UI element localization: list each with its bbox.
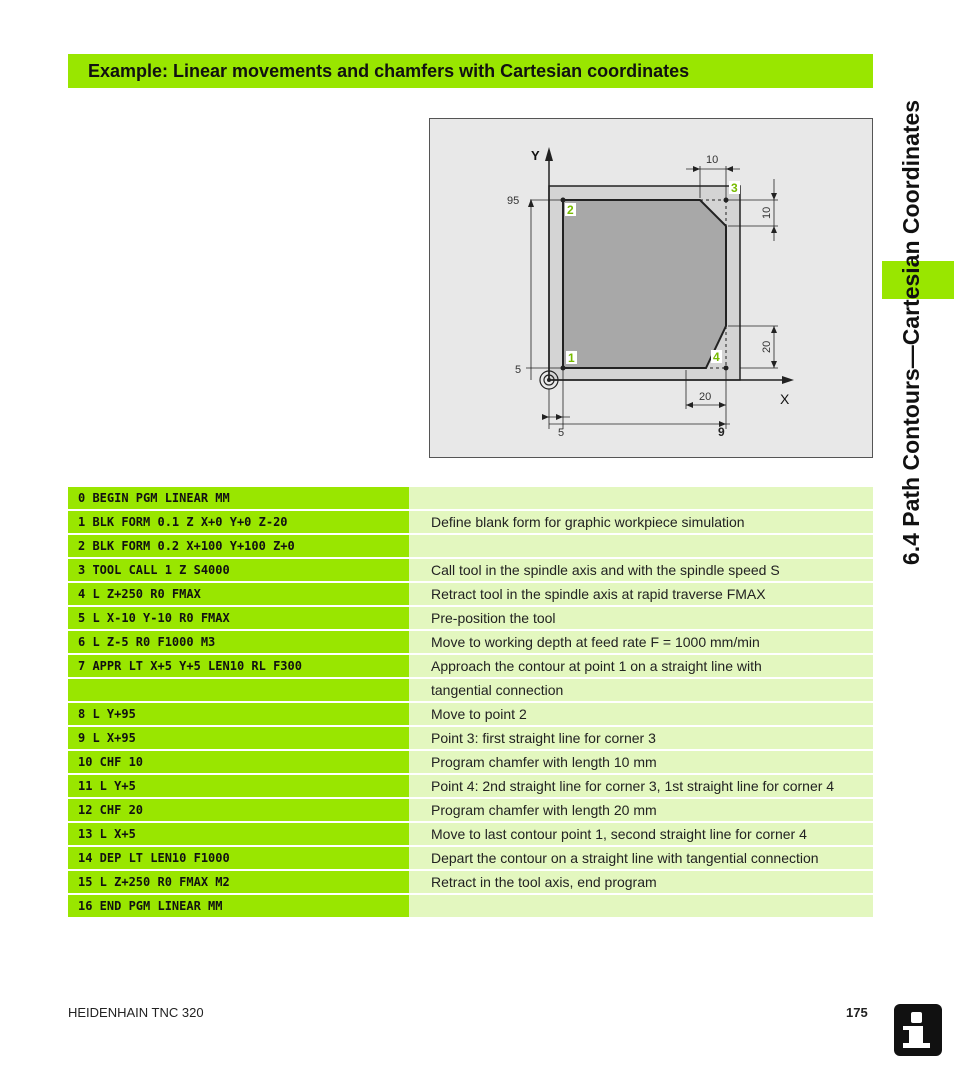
program-code: 7 APPR LT X+5 Y+5 LEN10 RL F300 <box>68 655 409 677</box>
program-code: 10 CHF 10 <box>68 751 409 773</box>
contour-drawing <box>430 119 872 457</box>
point-3-marker <box>724 198 729 203</box>
program-row <box>68 703 873 725</box>
point-1-marker <box>561 366 566 371</box>
chapter-side-title <box>882 42 942 622</box>
program-code: 5 L X-10 Y-10 R0 FMAX <box>68 607 409 629</box>
info-icon <box>894 1004 942 1056</box>
dim-20-right-label: 20 <box>761 340 773 353</box>
program-code: 15 L Z+250 R0 FMAX M2 <box>68 871 409 893</box>
program-description: Define blank form for graphic workpiece simulation <box>409 511 873 533</box>
program-code <box>68 679 409 701</box>
dim-5-left-label: 5 <box>515 364 522 376</box>
program-description: Retract tool in the spindle axis at rapid traverse FMAX <box>409 583 873 605</box>
program-row <box>68 727 873 749</box>
program-row <box>68 559 873 581</box>
point-4-marker <box>724 366 729 371</box>
point-1-label: 1 <box>568 351 575 365</box>
program-row <box>68 607 873 629</box>
program-row <box>68 583 873 605</box>
y-axis-label: Y <box>531 148 540 163</box>
point-4-label: 4 <box>713 350 720 364</box>
program-row <box>68 655 873 677</box>
program-row <box>68 775 873 797</box>
x-axis-label: X <box>780 391 790 407</box>
section-heading: Example: Linear movements and chamfers with Cartesian coordinates <box>88 60 690 81</box>
program-row <box>68 487 873 509</box>
program-description: Retract in the tool axis, end program <box>409 871 873 893</box>
program-description: tangential connection <box>409 679 873 701</box>
footer-product-name: HEIDENHAIN TNC 320 <box>68 1005 204 1020</box>
program-row <box>68 895 873 917</box>
program-code: 6 L Z-5 R0 F1000 M3 <box>68 631 409 653</box>
program-code: 4 L Z+250 R0 FMAX <box>68 583 409 605</box>
dim-20-bottom-label: 20 <box>699 391 712 403</box>
program-row <box>68 871 873 893</box>
page-number: 175 <box>846 1005 868 1020</box>
chapter-title-text: 6.4 Path Contours—Cartesian Coordinates <box>898 99 925 565</box>
program-description: Move to point 2 <box>409 703 873 725</box>
program-description <box>409 535 873 557</box>
program-code: 0 BEGIN PGM LINEAR MM <box>68 487 409 509</box>
workpiece-contour <box>563 200 726 368</box>
program-description: Point 3: first straight line for corner 3 <box>409 727 873 749</box>
program-code: 2 BLK FORM 0.2 X+100 Y+100 Z+0 <box>68 535 409 557</box>
y-axis-arrow <box>545 147 553 161</box>
program-description <box>409 487 873 509</box>
program-description: Depart the contour on a straight line with tangential connection <box>409 847 873 869</box>
program-row <box>68 847 873 869</box>
program-row <box>68 535 873 557</box>
program-code: 14 DEP LT LEN10 F1000 <box>68 847 409 869</box>
program-description: Call tool in the spindle axis and with the spindle speed S <box>409 559 873 581</box>
dim-10-right-label: 10 <box>761 206 773 219</box>
dim-95-bottom-label: 9 <box>718 425 725 439</box>
program-description: Move to last contour point 1, second straight line for corner 4 <box>409 823 873 845</box>
x-axis-arrow <box>782 376 794 384</box>
program-code: 3 TOOL CALL 1 Z S4000 <box>68 559 409 581</box>
section-heading-bar <box>68 54 873 88</box>
point-2-marker <box>561 198 566 203</box>
program-row <box>68 751 873 773</box>
program-row <box>68 799 873 821</box>
program-code: 1 BLK FORM 0.1 Z X+0 Y+0 Z-20 <box>68 511 409 533</box>
point-2-label: 2 <box>567 203 574 217</box>
program-description: Approach the contour at point 1 on a straight line with <box>409 655 873 677</box>
dim-10-top-label: 10 <box>706 154 719 166</box>
program-row <box>68 823 873 845</box>
program-code: 9 L X+95 <box>68 727 409 749</box>
program-code: 12 CHF 20 <box>68 799 409 821</box>
dim-5-bottom-label: 5 <box>558 427 565 439</box>
nc-program-table <box>68 487 873 919</box>
contour-figure <box>429 118 873 458</box>
program-description: Point 4: 2nd straight line for corner 3, 1st straight line for corner 4 <box>409 775 873 797</box>
program-description <box>409 895 873 917</box>
program-row <box>68 631 873 653</box>
program-code: 13 L X+5 <box>68 823 409 845</box>
program-row <box>68 679 873 701</box>
point-3-label: 3 <box>731 181 738 195</box>
program-description: Move to working depth at feed rate F = 1000 mm/min <box>409 631 873 653</box>
program-description: Pre-position the tool <box>409 607 873 629</box>
program-code: 16 END PGM LINEAR MM <box>68 895 409 917</box>
dim-95-label: 95 <box>507 195 520 207</box>
program-code: 8 L Y+95 <box>68 703 409 725</box>
program-description: Program chamfer with length 20 mm <box>409 799 873 821</box>
program-code: 11 L Y+5 <box>68 775 409 797</box>
program-row <box>68 511 873 533</box>
program-description: Program chamfer with length 10 mm <box>409 751 873 773</box>
